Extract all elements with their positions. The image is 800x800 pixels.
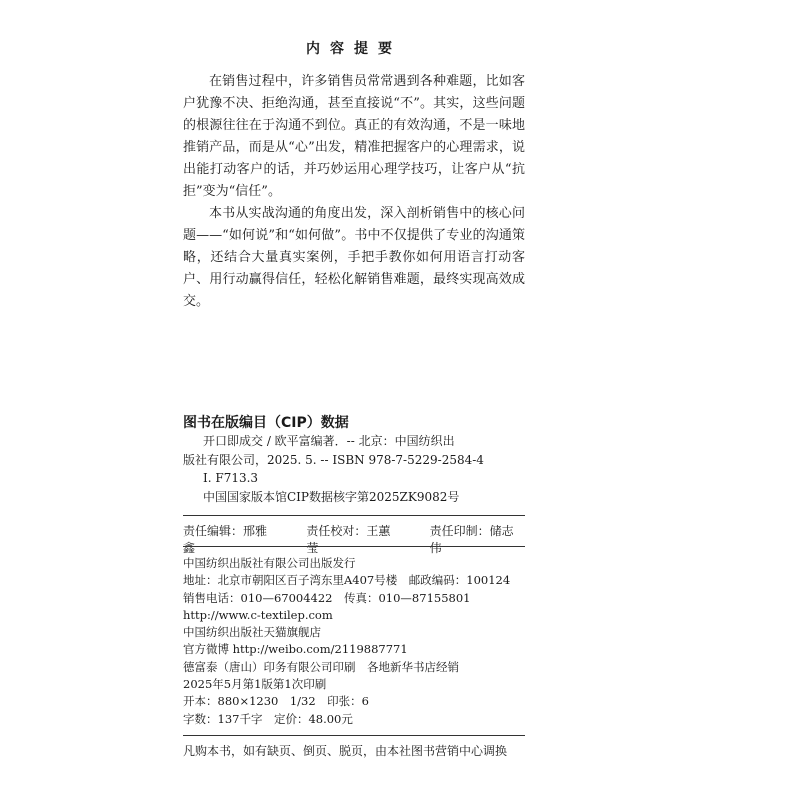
- summary-title: 内容提要: [306, 41, 402, 57]
- defect-notice: 凡购本书，如有缺页、倒页、脱页，由本社图书营销中心调换: [183, 744, 508, 758]
- responsible-proofreader: 责任校对：王蕙莹: [306, 524, 391, 555]
- publisher-address: 地址：北京市朝阳区百子湾东里A407号楼 邮政编码：100124: [183, 573, 511, 588]
- cip-record: [183, 432, 525, 506]
- publisher-line: 中国纺织出版社有限公司出版发行: [183, 556, 356, 570]
- summary-paragraph-2: 本书从实战沟通的角度出发，深入剖析销售中的核心问题——“如何说”和“如何做”。书中不仅提供了专业的沟通策略，还结合大量真实案例，手把手教你如何用语言打动客户、用行动赢得信任，轻松化解销售难题，最终实现高效成交。: [183, 206, 525, 309]
- responsible-editor: 责任编辑：邢雅鑫: [183, 524, 268, 555]
- responsible-printing: 责任印制：储志伟: [429, 524, 514, 555]
- divider-top: [183, 515, 525, 516]
- edition-line: 2025年5月第1版第1次印刷: [183, 677, 327, 692]
- publisher-store: 中国纺织出版社天猫旗舰店: [183, 625, 321, 640]
- publisher-website: http://www.c-textilep.com: [183, 607, 333, 622]
- responsible-staff: [183, 522, 525, 556]
- cip-line-1: 开口即成交 / 欧平富编著．-- 北京：中国纺织出: [203, 434, 455, 448]
- summary-paragraph-1: 在销售过程中，许多销售员常常遇到各种难题，比如客户犹豫不决、拒绝沟通，甚至直接说“不”。其实，这些问题的根源往往在于沟通不到位。真正的有效沟通，不是一味地推销产品，而是从“心”出发，精准把握客户的心理需求，说出能打动客户的话，并巧妙运用心理学技巧，让客户从“抗拒”变为“信任”。: [183, 74, 525, 199]
- price-line: 字数：137千字 定价：48.00元: [183, 711, 353, 726]
- publisher-info: [183, 555, 525, 728]
- format-line: 开本：880×1230 1/32 印张：6: [183, 694, 369, 709]
- cip-line-2: 版社有限公司，2025. 5. -- ISBN 978-7-5229-2584-4: [183, 452, 484, 467]
- divider-middle: [183, 546, 525, 547]
- cip-line-4: 中国国家版本馆CIP数据核字第2025ZK9082号: [203, 489, 460, 504]
- printer-line: 德富泰（唐山）印务有限公司印刷 各地新华书店经销: [183, 659, 459, 674]
- divider-bottom: [183, 735, 525, 736]
- summary-text: [183, 71, 525, 313]
- cip-title: 图书在版编目（CIP）数据: [183, 415, 349, 431]
- publisher-phone: 销售电话：010—67004422 传真：010—87155801: [183, 590, 471, 605]
- cip-line-3: Ⅰ. F713.3: [203, 471, 259, 485]
- publisher-weibo: 官方微博 http://weibo.com/2119887771: [183, 642, 408, 657]
